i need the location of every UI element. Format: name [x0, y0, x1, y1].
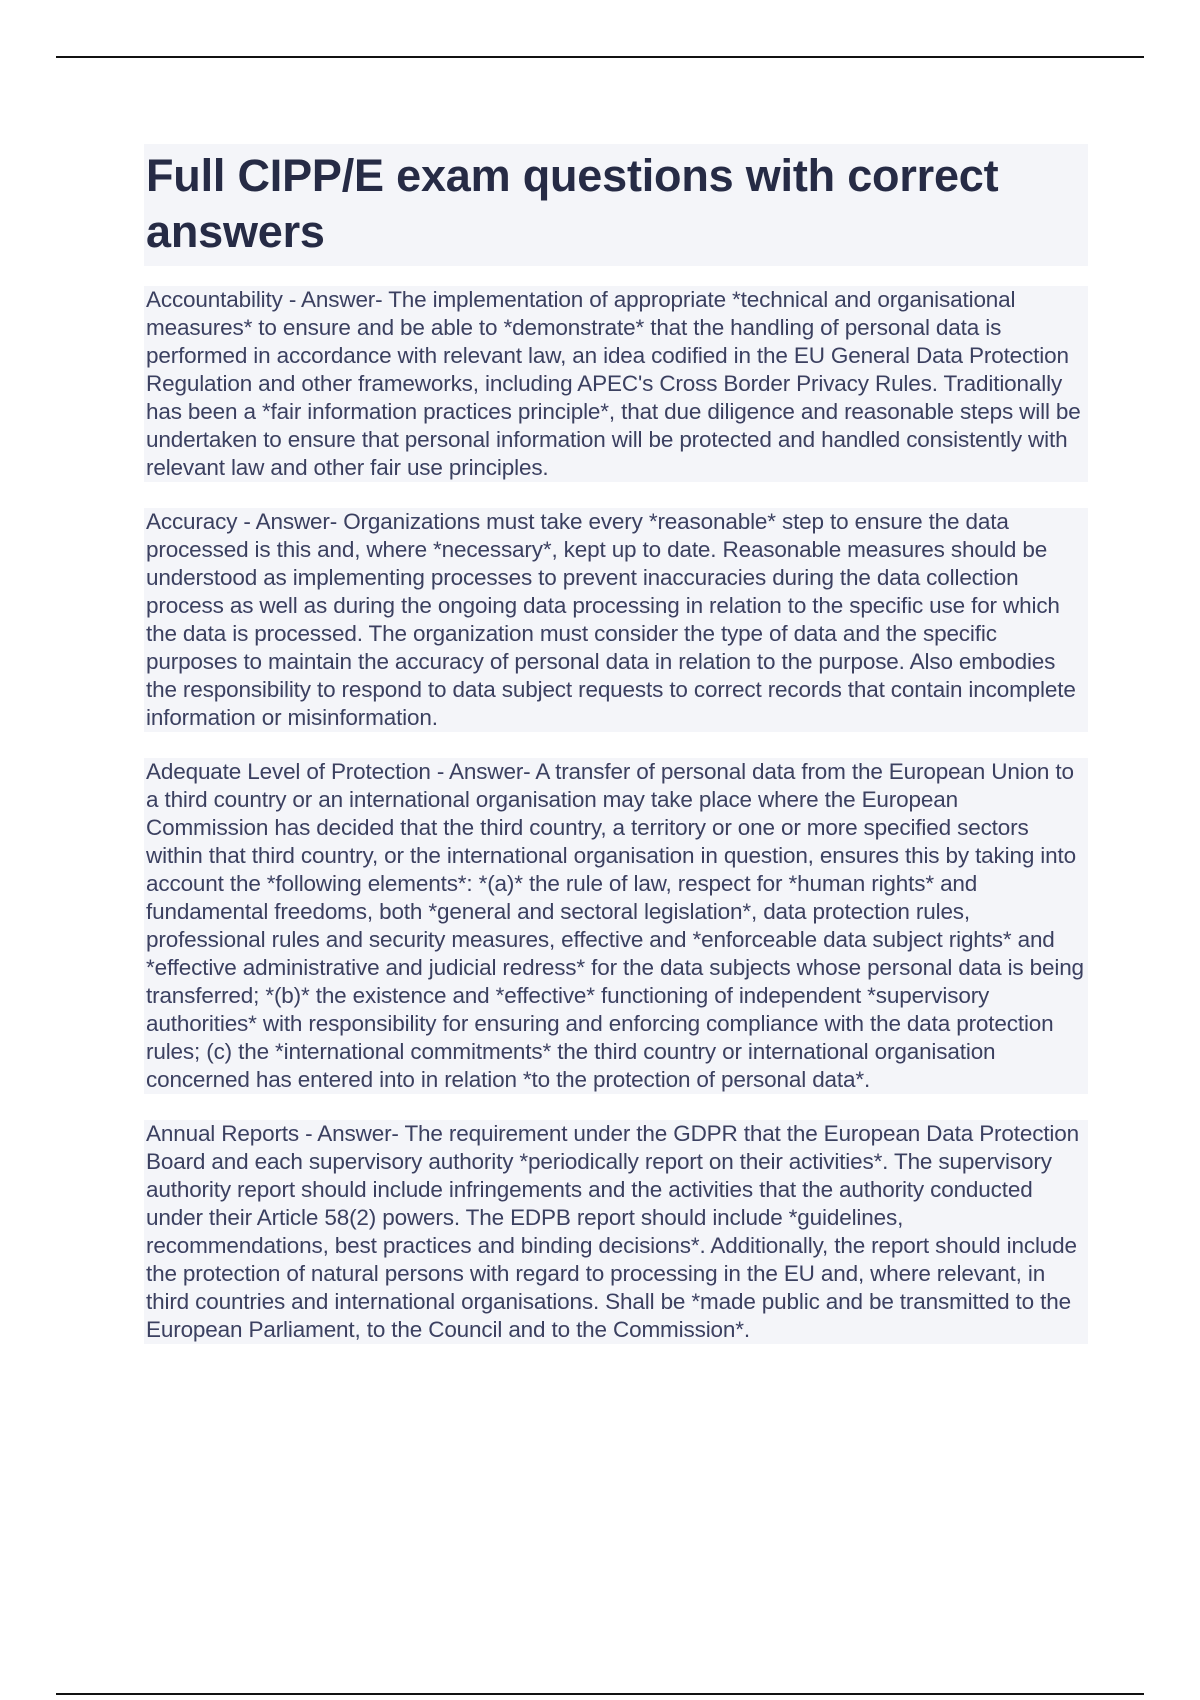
entry-annual-reports: Annual Reports - Answer- The requirement under the GDPR that the European Data Protection Board and each supervisory authority *periodically report on their activities*. The supervisory authority report should include infringements and the activities that the authority conducted under their Article 58(2) powers. The EDPB report should include *guidelines, recommendations, best practices and binding decisions*. Additionally, the report should include the protection of natural persons with regard to processing in the EU and, where relevant, in third countries and international organisations. Shall be *made public and be transmitted to the European Parliament, to the Council and to the Commission*.: [144, 1120, 1088, 1344]
page-title: Full CIPP/E exam questions with correct answers: [144, 144, 1088, 266]
entry-accountability: Accountability - Answer- The implementation of appropriate *technical and organisational measures* to ensure and be able to *demonstrate* that the handling of personal data is performed in accordance with relevant law, an idea codified in the EU General Data Protection Regulation and other frameworks, including APEC's Cross Border Privacy Rules. Traditionally has been a *fair information practices principle*, that due diligence and reasonable steps will be undertaken to ensure that personal information will be protected and handled consistently with relevant law and other fair use principles.: [144, 286, 1088, 482]
document-body: [144, 144, 1088, 1370]
entry-accuracy: Accuracy - Answer- Organizations must take every *reasonable* step to ensure the data processed is this and, where *necessary*, kept up to date. Reasonable measures should be understood as implementing processes to prevent inaccuracies during the data collection process as well as during the ongoing data processing in relation to the specific use for which the data is processed. The organization must consider the type of data and the specific purposes to maintain the accuracy of personal data in relation to the purpose. Also embodies the responsibility to respond to data subject requests to correct records that contain incomplete information or misinformation.: [144, 508, 1088, 732]
top-divider: [56, 56, 1144, 58]
bottom-divider: [56, 1693, 1144, 1695]
entry-adequate-level-of-protection: Adequate Level of Protection - Answer- A transfer of personal data from the European Union to a third country or an international organisation may take place where the European Commission has decided that the third country, a territory or one or more specified sectors within that third country, or the international organisation in question, ensures this by taking into account the *following elements*: *(a)* the rule of law, respect for *human rights* and fundamental freedoms, both *general and sectoral legislation*, data protection rules, professional rules and security measures, effective and *enforceable data subject rights* and *effective administrative and judicial redress* for the data subjects whose personal data is being transferred; *(b)* the existence and *effective* functioning of independent *supervisory authorities* with responsibility for ensuring and enforcing compliance with the data protection rules; (c) the *international commitments* the third country or international organisation concerned has entered into in relation *to the protection of personal data*.: [144, 758, 1088, 1094]
